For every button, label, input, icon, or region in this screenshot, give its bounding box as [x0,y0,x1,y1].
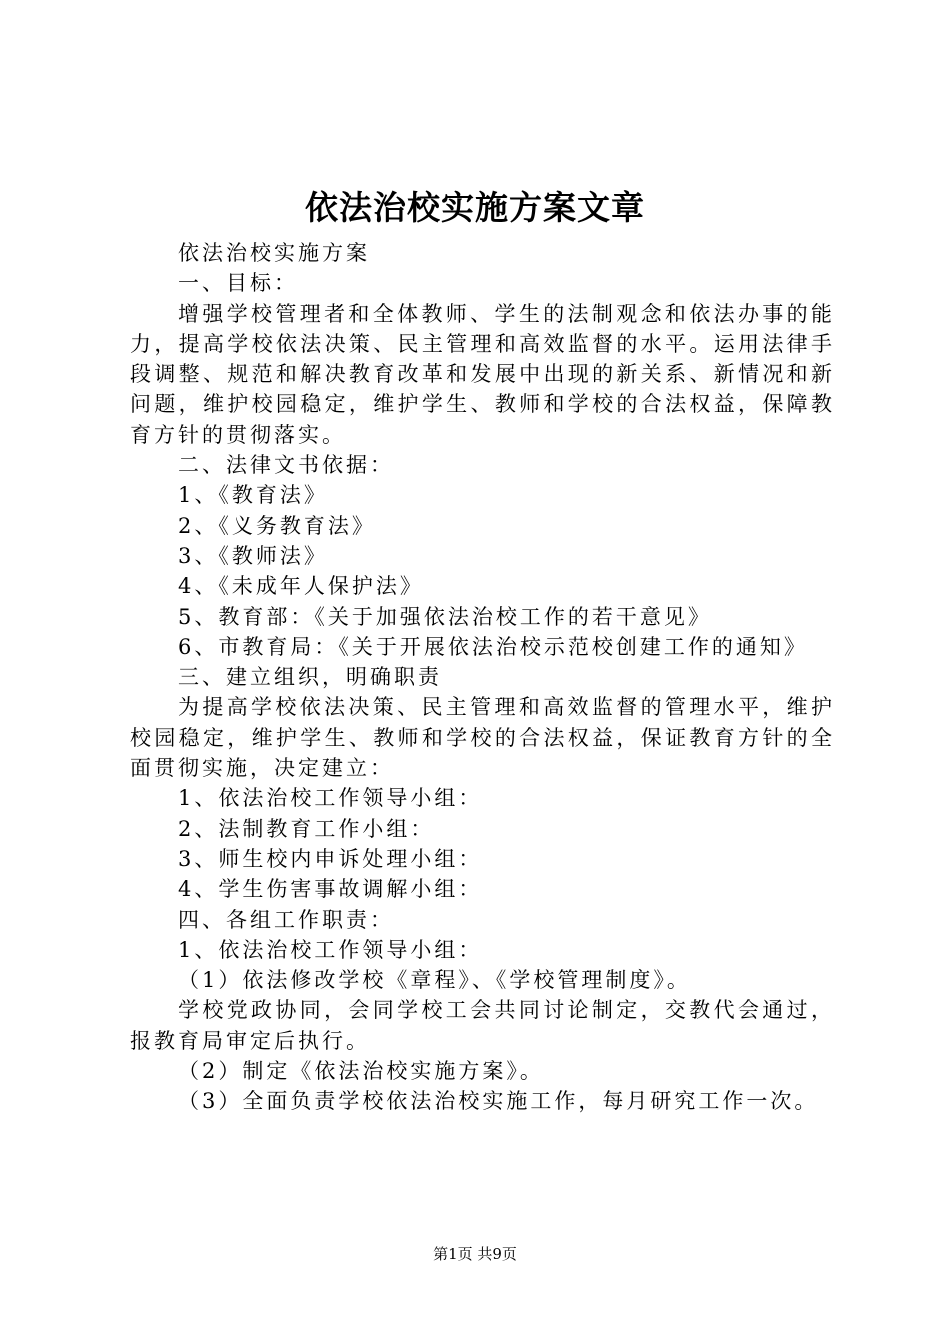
paragraph: 2、法制教育工作小组： [178,816,435,841]
page-number-footer: 第1页 共9页 [433,1245,517,1263]
paragraph: 2、《义务教育法》 [178,513,376,538]
paragraph: 1、依法治校工作领导小组： [178,786,483,811]
paragraph: （3）全面负责学校依法治校实施工作，每月研究工作一次。 [178,1089,819,1114]
document-body [130,238,835,1117]
paragraph: 三、建立组织，明确职责 [178,665,442,690]
paragraph: 6、市教育局：《关于开展依法治校示范校创建工作的通知》 [178,634,808,659]
paragraph: 增强学校管理者和全体教师、学生的法制观念和依法办事的能力，提高学校依法决策、民主管理和高效监督的水平。运用法律手段调整、规范和解决教育改革和发展中出现的新关系、新情况和新问题，维护校园稳定，维护学生、教师和学校的合法权益，保障教育方针的贯彻落实。 [130,301,835,447]
paragraph: 二、法律文书依据： [178,453,394,478]
paragraph: 1、依法治校工作领导小组： [178,937,483,962]
paragraph: 4、《未成年人保护法》 [178,574,424,599]
paragraph: 4、学生伤害事故调解小组： [178,877,483,902]
paragraph: 为提高学校依法决策、民主管理和高效监督的管理水平，维护校园稳定，维护学生、教师和学校的合法权益，保证教育方针的全面贯彻实施，决定建立： [130,695,835,781]
paragraph: 3、《教师法》 [178,543,328,568]
paragraph: 5、教育部：《关于加强依法治校工作的若干意见》 [178,604,712,629]
paragraph: 3、师生校内申诉处理小组： [178,846,483,871]
paragraph: 一、目标： [178,271,298,296]
paragraph: 学校党政协同，会同学校工会共同讨论制定，交教代会通过，报教育局审定后执行。 [130,998,835,1053]
paragraph: 四、各组工作职责： [178,907,394,932]
paragraph: 1、《教育法》 [178,483,328,508]
paragraph: （2）制定《依法治校实施方案》。 [178,1059,544,1084]
paragraph: 依法治校实施方案 [178,241,370,265]
paragraph: （1）依法修改学校《章程》、《学校管理制度》。 [178,968,691,993]
document-title: 依法治校实施方案文章 [305,188,645,227]
